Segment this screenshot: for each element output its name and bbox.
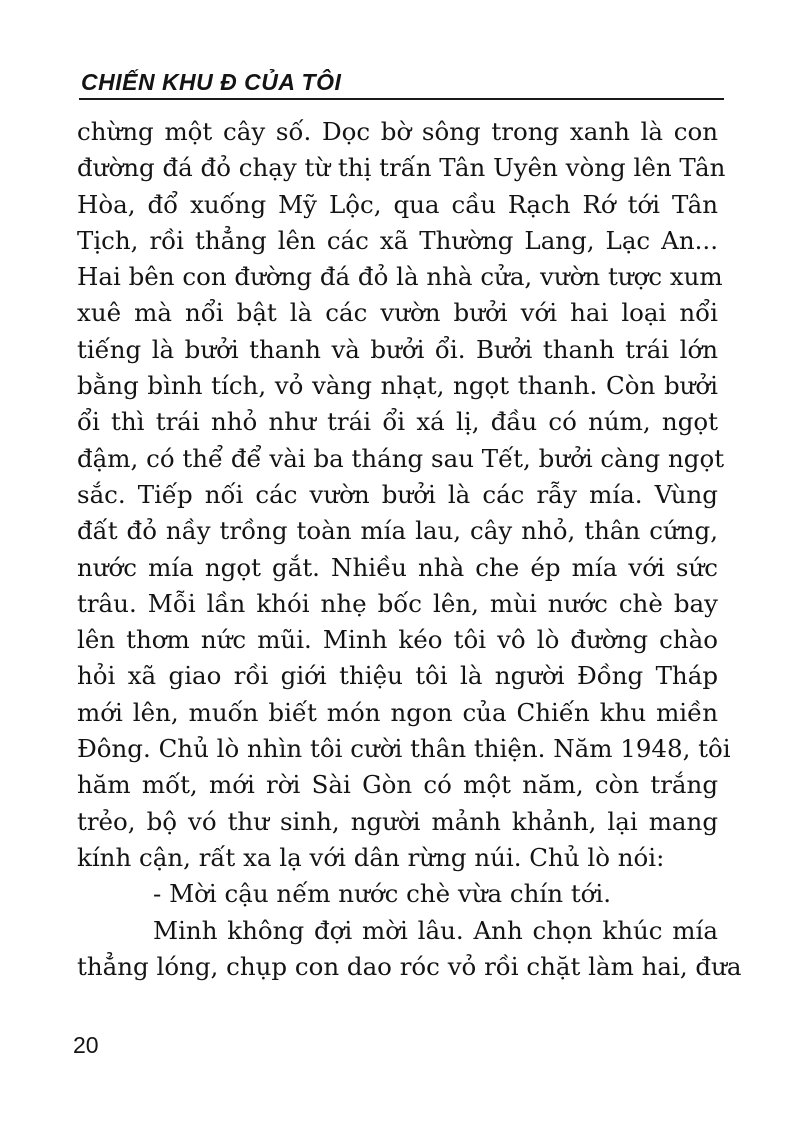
text-line: thẳng lóng, chụp con dao róc vỏ rồi chặt làm hai, đưa <box>77 951 742 981</box>
text-line: chừng một cây số. Dọc bờ sông trong xanh là con <box>77 117 718 146</box>
body-text <box>77 114 742 985</box>
text-line: ổi thì trái nhỏ như trái ổi xá lị, đầu có núm, ngọt <box>77 407 718 437</box>
page-number: 20 <box>73 1032 99 1058</box>
text-line: xuê mà nổi bật là các vườn bưởi với hai loại nổi <box>77 298 718 328</box>
dialogue-line: - Mời cậu nếm nước chè vừa chín tới. <box>153 879 612 909</box>
text-line: mới lên, muốn biết món ngon của Chiến khu miền <box>77 697 718 727</box>
running-title: CHIẾN KHU Đ CỦA TÔI <box>81 69 342 95</box>
text-line: lên thơm nức mũi. Minh kéo tôi vô lò đường chào <box>77 625 718 655</box>
text-line: đậm, có thể để vài ba tháng sau Tết, bưởi càng ngọt <box>77 443 725 473</box>
text-line: hỏi xã giao rồi giới thiệu tôi là người Đồng Tháp <box>77 661 718 691</box>
paragraph-start-line: Minh không đợi mời lâu. Anh chọn khúc mía <box>153 915 718 945</box>
text-line: bằng bình tích, vỏ vàng nhạt, ngọt thanh. Còn bưởi <box>77 371 718 401</box>
text-line: Hòa, đổ xuống Mỹ Lộc, qua cầu Rạch Rớ tới Tân <box>77 189 718 219</box>
text-line: kính cận, rất xa lạ với dân rừng núi. Chủ lò nói: <box>77 842 665 872</box>
text-line: tiếng là bưởi thanh và bưởi ổi. Bưởi thanh trái lớn <box>77 334 718 364</box>
text-line: đường đá đỏ chạy từ thị trấn Tân Uyên vòng lên Tân <box>77 153 726 183</box>
text-line: Hai bên con đường đá đỏ là nhà cửa, vườn tược xum <box>77 262 723 292</box>
text-line: Tịch, rồi thẳng lên các xã Thường Lang, Lạc An... <box>77 225 718 255</box>
text-line: sắc. Tiếp nối các vườn bưởi là các rẫy mía. Vùng <box>77 479 718 509</box>
text-line: nước mía ngọt gắt. Nhiều nhà che ép mía với sức <box>77 552 718 582</box>
running-header <box>79 62 724 100</box>
text-line: trâu. Mỗi lần khói nhẹ bốc lên, mùi nước chè bay <box>77 588 718 618</box>
text-line: đất đỏ nầy trồng toàn mía lau, cây nhỏ, thân cứng, <box>77 516 718 546</box>
text-line: Đông. Chủ lò nhìn tôi cười thân thiện. Năm 1948, tôi <box>77 734 731 764</box>
text-line: trẻo, bộ vó thư sinh, người mảnh khảnh, lại mang <box>77 806 718 836</box>
text-line: hăm mốt, mới rời Sài Gòn có một năm, còn trắng <box>77 770 718 800</box>
